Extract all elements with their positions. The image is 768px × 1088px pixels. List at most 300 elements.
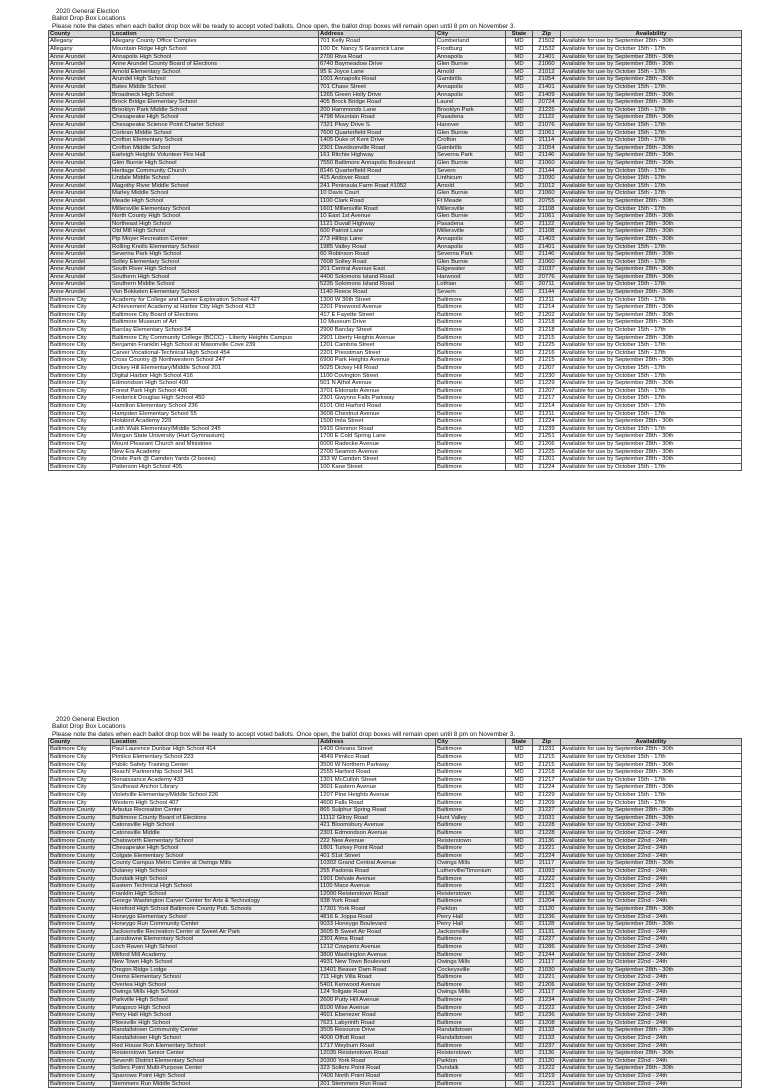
city-cell: Glen Burnie [436, 258, 506, 266]
table-body [49, 38, 742, 471]
zip-cell: 21054 [533, 144, 561, 152]
address-cell: 60 Robinson Road [319, 251, 436, 259]
state-cell: MD [506, 76, 533, 84]
county-cell: Baltimore County [49, 943, 111, 951]
table-row [49, 951, 742, 959]
state-cell: MD [506, 921, 533, 929]
zip-cell: 21037 [533, 266, 561, 274]
availability-cell: Available for use by October 22nd - 24th [561, 890, 742, 898]
county-cell: Baltimore County [49, 989, 111, 997]
zip-cell: 21222 [533, 1065, 561, 1073]
zip-cell: 21054 [533, 76, 561, 84]
location-cell: Morgan State University (Hurt Gymnasium) [111, 433, 319, 441]
state-cell: MD [506, 395, 533, 403]
state-cell: MD [506, 913, 533, 921]
availability-cell: Available for use by October 22nd - 24th [561, 1012, 742, 1020]
city-cell: Baltimore [436, 792, 506, 800]
table-row [49, 334, 742, 342]
table-row [49, 296, 742, 304]
col-availability: Availability [561, 30, 742, 38]
county-cell: Anne Arundel [49, 144, 111, 152]
city-cell: Glen Burnie [436, 190, 506, 198]
county-cell: Baltimore County [49, 974, 111, 982]
location-cell: Bates Middle School [111, 84, 319, 92]
address-cell: 1601 Millersville Road [319, 205, 436, 213]
state-cell: MD [506, 418, 533, 426]
table-row [49, 395, 742, 403]
location-cell: Baltimore City Board of Elections [111, 311, 319, 319]
address-cell: 4600 Falls Road [319, 799, 436, 807]
city-cell: Lothian [436, 281, 506, 289]
address-cell: 1212 Cowpens Avenue [319, 943, 436, 951]
state-cell: MD [506, 981, 533, 989]
city-cell: Annapolis [436, 235, 506, 243]
state-cell: MD [506, 235, 533, 243]
location-cell: Oriole Park @ Camden Yards (2 boxes) [111, 456, 319, 464]
zip-cell: 21239 [533, 425, 561, 433]
address-cell: 161 Ritchie Highway [319, 152, 436, 160]
city-cell: Hanover [436, 122, 506, 130]
city-cell: Randallstown [436, 1035, 506, 1043]
state-cell: MD [506, 61, 533, 69]
state-cell: MD [506, 319, 533, 327]
city-cell: Baltimore [436, 746, 506, 754]
city-cell: Frostburg [436, 46, 506, 54]
city-cell: Baltimore [436, 776, 506, 784]
location-cell: Mountain Ridge High School [111, 46, 319, 54]
document-note: Please note the dates when each ballot drop box will be ready to accept voted ballots. Once open, the ballot drop boxes will remain open until 8 pm on November 3. [52, 22, 516, 30]
address-cell: 8100 Wise Avenue [319, 1004, 436, 1012]
county-cell: Baltimore City [49, 342, 111, 350]
table-row [49, 1073, 742, 1081]
availability-cell: Available for use by September 28th - 30th [561, 251, 742, 259]
zip-cell: 21230 [533, 372, 561, 380]
county-cell: Anne Arundel [49, 159, 111, 167]
table-row [49, 304, 742, 312]
table-row [49, 807, 742, 815]
state-cell: MD [506, 943, 533, 951]
zip-cell: 21201 [533, 456, 561, 464]
state-cell: MD [506, 197, 533, 205]
availability-cell: Available for use by September 28th - 30th [561, 152, 742, 160]
table-row [49, 905, 742, 913]
city-cell: Baltimore [436, 433, 506, 441]
address-cell: 4849 Pimlico Road [319, 754, 436, 762]
zip-cell: 21133 [533, 1027, 561, 1035]
availability-cell: Available for use by October 15th - 17th [561, 799, 742, 807]
state-cell: MD [506, 814, 533, 822]
address-cell: 222 New Avenue [319, 837, 436, 845]
location-cell: Lansdowne Elementary School [111, 936, 319, 944]
table-row [49, 159, 742, 167]
county-cell: Baltimore County [49, 936, 111, 944]
address-cell: 2600 Putty Hill Avenue [319, 997, 436, 1005]
zip-cell: 21122 [533, 114, 561, 122]
county-cell: Baltimore County [49, 822, 111, 830]
document-title: 2020 General Election [56, 8, 120, 15]
availability-cell: Available for use by October 22nd - 24th [561, 989, 742, 997]
state-cell: MD [506, 867, 533, 875]
city-cell: Baltimore [436, 365, 506, 373]
table-row [49, 205, 742, 213]
availability-cell: Available for use by October 22nd - 24th [561, 852, 742, 860]
col-state: State [506, 30, 533, 38]
zip-cell: 21228 [533, 822, 561, 830]
table-row [49, 357, 742, 365]
city-cell: Arnold [436, 68, 506, 76]
state-cell: MD [506, 182, 533, 190]
availability-cell: Available for use by September 28th - 30th [561, 905, 742, 913]
table-row [49, 966, 742, 974]
county-cell: Baltimore City [49, 792, 111, 800]
table-row [49, 981, 742, 989]
location-cell: Digital Harbor High School 416 [111, 372, 319, 380]
zip-cell: 21202 [533, 311, 561, 319]
city-cell: Severna Park [436, 251, 506, 259]
county-cell: Baltimore County [49, 837, 111, 845]
availability-cell: Available for use by October 15th - 17th [561, 190, 742, 198]
zip-cell: 21214 [533, 304, 561, 312]
city-cell: Baltimore [436, 1042, 506, 1050]
city-cell: Harwood [436, 273, 506, 281]
city-cell: Ft Meade [436, 197, 506, 205]
table-row [49, 898, 742, 906]
availability-cell: Available for use by October 22nd - 24th [561, 1042, 742, 1050]
zip-cell: 21225 [533, 106, 561, 114]
availability-cell: Available for use by October 15th - 17th [561, 754, 742, 762]
availability-cell: Available for use by September 28th - 30th [561, 448, 742, 456]
city-cell: Baltimore [436, 304, 506, 312]
state-cell: MD [506, 289, 533, 297]
address-cell: 2900 Barclay Street [319, 327, 436, 335]
col-address: Address [319, 30, 436, 38]
city-cell: Baltimore [436, 852, 506, 860]
county-cell: Anne Arundel [49, 197, 111, 205]
address-cell: 2700 Seamon Avenue [319, 448, 436, 456]
zip-cell: 21060 [533, 258, 561, 266]
county-cell: Baltimore County [49, 913, 111, 921]
table-row [49, 943, 742, 951]
zip-cell: 21211 [533, 296, 561, 304]
city-cell: Crofton [436, 137, 506, 145]
availability-cell: Available for use by September 28th - 30th [561, 761, 742, 769]
location-cell: Renaissance Academy 433 [111, 776, 319, 784]
table-row [49, 76, 742, 84]
availability-cell: Available for use by September 28th - 30th [561, 784, 742, 792]
table-row [49, 182, 742, 190]
county-cell: Baltimore County [49, 1080, 111, 1088]
address-cell: 3500 W Northern Parkway [319, 761, 436, 769]
location-cell: Crofton Middle School [111, 144, 319, 152]
county-cell: Baltimore City [49, 365, 111, 373]
state-cell: MD [506, 807, 533, 815]
location-cell: Parkville High School [111, 997, 319, 1005]
county-cell: Anne Arundel [49, 243, 111, 251]
state-cell: MD [506, 190, 533, 198]
table-row [49, 327, 742, 335]
availability-cell: Available for use by October 22nd - 24th [561, 837, 742, 845]
city-cell: Baltimore [436, 380, 506, 388]
availability-cell: Available for use by September 28th - 30th [561, 456, 742, 464]
table-row [49, 448, 742, 456]
zip-cell: 21224 [533, 784, 561, 792]
zip-cell: 21227 [533, 807, 561, 815]
location-cell: Overlea High School [111, 981, 319, 989]
county-cell: Baltimore County [49, 898, 111, 906]
address-cell: 7621 Labyrinth Road [319, 1019, 436, 1027]
location-cell: South River High School [111, 266, 319, 274]
state-cell: MD [506, 1080, 533, 1088]
state-cell: MD [506, 837, 533, 845]
zip-cell: 21120 [533, 905, 561, 913]
zip-cell: 21108 [533, 205, 561, 213]
county-cell: Baltimore City [49, 754, 111, 762]
table-row [49, 213, 742, 221]
county-cell: Baltimore City [49, 410, 111, 418]
city-cell: Gambrills [436, 144, 506, 152]
availability-cell: Available for use by October 22nd - 24th [561, 928, 742, 936]
location-cell: Barclay Elementary School 54 [111, 327, 319, 335]
zip-cell: 21409 [533, 91, 561, 99]
city-cell: Baltimore [436, 898, 506, 906]
address-cell: 501 N Athol Avenue [319, 380, 436, 388]
city-cell: Reisterstown [436, 837, 506, 845]
table-row [49, 814, 742, 822]
zip-cell: 21215 [533, 754, 561, 762]
city-cell: Baltimore [436, 1004, 506, 1012]
zip-cell: 21060 [533, 61, 561, 69]
county-cell: Baltimore City [49, 799, 111, 807]
address-cell: 7550 Baltimore Annapolis Boulevard [319, 159, 436, 167]
availability-cell: Available for use by October 22nd - 24th [561, 959, 742, 967]
state-cell: MD [506, 425, 533, 433]
table-row [49, 137, 742, 145]
zip-cell: 21206 [533, 440, 561, 448]
address-cell: 2700 Riva Road [319, 53, 436, 61]
state-cell: MD [506, 1050, 533, 1058]
availability-cell: Available for use by October 15th - 17th [561, 122, 742, 130]
drop-box-table [48, 738, 742, 1088]
address-cell: 10 Museum Drive [319, 319, 436, 327]
county-cell: Baltimore County [49, 921, 111, 929]
zip-cell: 21117 [533, 860, 561, 868]
county-cell: Anne Arundel [49, 205, 111, 213]
zip-cell: 20724 [533, 99, 561, 107]
location-cell: Pikesville High School [111, 1019, 319, 1027]
table-row [49, 928, 742, 936]
county-cell: Baltimore County [49, 1042, 111, 1050]
address-cell: 100 Kane Street [319, 463, 436, 471]
zip-cell: 21136 [533, 890, 561, 898]
county-cell: Baltimore City [49, 311, 111, 319]
state-cell: MD [506, 890, 533, 898]
table-row [49, 837, 742, 845]
table-row [49, 281, 742, 289]
location-cell: Dickey Hill Elementary/Middle School 201 [111, 365, 319, 373]
address-cell: 2201 Presstman Street [319, 349, 436, 357]
location-cell: Magothy River Middle School [111, 182, 319, 190]
zip-cell: 20755 [533, 197, 561, 205]
county-cell: Baltimore County [49, 997, 111, 1005]
city-cell: Baltimore [436, 997, 506, 1005]
location-cell: Patapsco High School [111, 1004, 319, 1012]
col-county: County [49, 738, 111, 746]
table-row [49, 380, 742, 388]
address-cell: 1700 E Cold Spring Lane [319, 433, 436, 441]
zip-cell: 21214 [533, 402, 561, 410]
state-cell: MD [506, 91, 533, 99]
table-row [49, 122, 742, 130]
location-cell: Millersville Elementary School [111, 205, 319, 213]
state-cell: MD [506, 1073, 533, 1081]
address-cell: 1717 Weyburn Road [319, 1042, 436, 1050]
location-cell: Public Safety Training Center [111, 761, 319, 769]
county-cell: Baltimore City [49, 357, 111, 365]
table-row [49, 822, 742, 830]
state-cell: MD [506, 784, 533, 792]
county-cell: Baltimore City [49, 746, 111, 754]
location-cell: Chesapeake Science Point Charter School [111, 122, 319, 130]
table-row [49, 776, 742, 784]
state-cell: MD [506, 883, 533, 891]
city-cell: Baltimore [436, 875, 506, 883]
location-cell: Arbutus Recreation Center [111, 807, 319, 815]
address-cell: 1121 Duvall Highway [319, 220, 436, 228]
zip-cell: 21224 [533, 463, 561, 471]
zip-cell: 21093 [533, 867, 561, 875]
zip-cell: 21403 [533, 235, 561, 243]
availability-cell: Available for use by October 22nd - 24th [561, 1004, 742, 1012]
location-cell: Old Mill High School [111, 228, 319, 236]
address-cell: 938 York Road [319, 898, 436, 906]
table-row [49, 235, 742, 243]
county-cell: Anne Arundel [49, 190, 111, 198]
availability-cell: Available for use by September 28th - 30th [561, 311, 742, 319]
state-cell: MD [506, 989, 533, 997]
county-cell: Baltimore City [49, 327, 111, 335]
location-cell: Orems Elementary School [111, 974, 319, 982]
city-cell: Baltimore [436, 387, 506, 395]
state-cell: MD [506, 410, 533, 418]
table-row [49, 38, 742, 46]
zip-cell: 21236 [533, 913, 561, 921]
address-cell: 1207 Pine Heights Avenue [319, 792, 436, 800]
availability-cell: Available for use by September 28th - 30th [561, 1065, 742, 1073]
address-cell: 701 Chase Street [319, 84, 436, 92]
city-cell: Baltimore [436, 784, 506, 792]
location-cell: Achievement Academy at Harbor City High School 413 [111, 304, 319, 312]
state-cell: MD [506, 799, 533, 807]
city-cell: Severn [436, 289, 506, 297]
zip-cell: 21120 [533, 1057, 561, 1065]
state-cell: MD [506, 38, 533, 46]
city-cell: Baltimore [436, 418, 506, 426]
availability-cell: Available for use by September 28th - 30th [561, 1027, 742, 1035]
location-cell: Baltimore County Board of Elections [111, 814, 319, 822]
location-cell: Allegany County Office Complex [111, 38, 319, 46]
availability-cell: Available for use by October 15th - 17th [561, 327, 742, 335]
county-cell: Baltimore County [49, 814, 111, 822]
county-cell: Baltimore City [49, 418, 111, 426]
document-note: Please note the dates when each ballot drop box will be ready to accept voted ballots. Once open, the ballot drop boxes will remain open until 8 pm on November 3. [52, 730, 516, 738]
table-row [49, 402, 742, 410]
address-cell: 5915 Glenmor Road [319, 425, 436, 433]
zip-cell: 21236 [533, 1012, 561, 1020]
availability-cell: Available for use by October 15th - 17th [561, 792, 742, 800]
state-cell: MD [506, 228, 533, 236]
county-cell: Baltimore County [49, 1027, 111, 1035]
city-cell: Baltimore [436, 761, 506, 769]
address-cell: 11112 Gilroy Road [319, 814, 436, 822]
location-cell: Brock Bridge Elementary School [111, 99, 319, 107]
address-cell: 2201 Pinewood Avenue [319, 304, 436, 312]
address-cell: 4400 Solomons Island Road [319, 273, 436, 281]
city-cell: Baltimore [436, 311, 506, 319]
zip-cell: 21218 [533, 327, 561, 335]
location-cell: Annapolis High School [111, 53, 319, 61]
availability-cell: Available for use by September 28th - 30th [561, 807, 742, 815]
city-cell: Owings Mills [436, 959, 506, 967]
zip-cell: 21211 [533, 410, 561, 418]
address-cell: 1201 Cambria Street [319, 342, 436, 350]
state-cell: MD [506, 175, 533, 183]
city-cell: Randallstown [436, 1027, 506, 1035]
state-cell: MD [506, 792, 533, 800]
county-cell: Baltimore City [49, 440, 111, 448]
address-cell: 6000 Radecke Avenue [319, 440, 436, 448]
state-cell: MD [506, 99, 533, 107]
document-title: 2020 General Election [56, 716, 120, 723]
address-cell: 3505 Resource Drive [319, 1027, 436, 1035]
availability-cell: Available for use by September 28th - 30th [561, 273, 742, 281]
location-cell: Loch Raven High School [111, 943, 319, 951]
availability-cell: Available for use by October 22nd - 24th [561, 913, 742, 921]
location-cell: Stemmers Run Middle School [111, 1080, 319, 1088]
col-city: City [436, 738, 506, 746]
county-cell: Baltimore County [49, 1004, 111, 1012]
location-cell: Holabird Academy 229 [111, 418, 319, 426]
location-cell: Crofton Elementary School [111, 137, 319, 145]
table-row [49, 769, 742, 777]
location-cell: Brooklyn Park Middle School [111, 106, 319, 114]
address-cell: 333 W Camden Street [319, 456, 436, 464]
county-cell: Baltimore City [49, 372, 111, 380]
table-row [49, 440, 742, 448]
county-cell: Anne Arundel [49, 175, 111, 183]
availability-cell: Available for use by October 15th - 17th [561, 425, 742, 433]
county-cell: Baltimore County [49, 860, 111, 868]
state-cell: MD [506, 220, 533, 228]
address-cell: 3601 Eastern Avenue [319, 784, 436, 792]
address-cell: 1985 Valley Road [319, 243, 436, 251]
state-cell: MD [506, 875, 533, 883]
availability-cell: Available for use by September 28th - 30th [561, 91, 742, 99]
county-cell: Baltimore County [49, 905, 111, 913]
address-cell: 100 Dr. Nancy S Grasmick Lane [319, 46, 436, 54]
county-cell: Anne Arundel [49, 76, 111, 84]
table-row [49, 1012, 742, 1020]
county-cell: Anne Arundel [49, 114, 111, 122]
table-row [49, 830, 742, 838]
county-cell: Baltimore County [49, 1019, 111, 1027]
table-row [49, 167, 742, 175]
address-cell: 4798 Mountain Road [319, 114, 436, 122]
zip-cell: 21117 [533, 989, 561, 997]
city-cell: Baltimore [436, 296, 506, 304]
availability-cell: Available for use by October 15th - 17th [561, 68, 742, 76]
zip-cell: 21218 [533, 319, 561, 327]
county-cell: Baltimore City [49, 380, 111, 388]
